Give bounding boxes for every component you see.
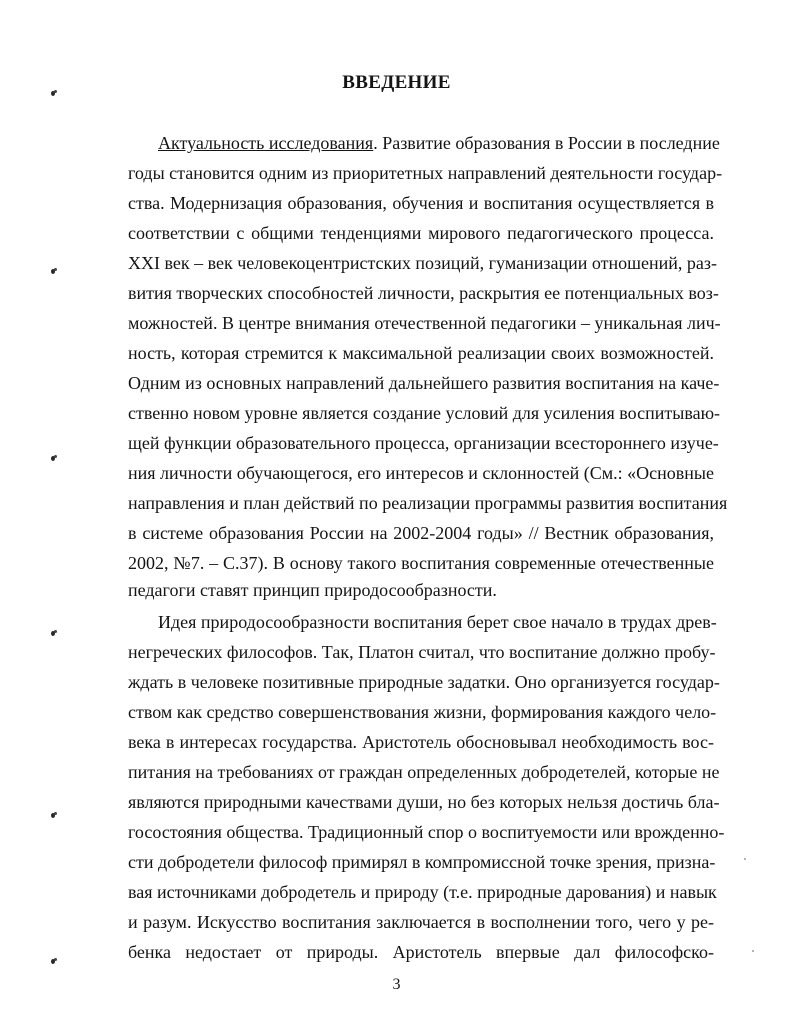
text-line: направления и план действий по реализации программы развития воспитания bbox=[128, 493, 728, 513]
text-line: Идея природосообразности воспитания берет свое начало в трудах древ- bbox=[158, 612, 717, 632]
scan-speck bbox=[744, 858, 746, 860]
text-line: ния личности обучающегося, его интересов и склонностей (См.: «Основные bbox=[128, 463, 714, 483]
text-line: госостояния общества. Традиционный спор о воспитуемости или врожденно- bbox=[128, 822, 725, 842]
text-line: бенка недостает от природы. Аристотель впервые дал философско- bbox=[128, 942, 714, 962]
text-line: и разум. Искусство воспитания заключается в восполнении того, чего у ре- bbox=[128, 912, 714, 932]
text-line: в системе образования России на 2002-2004 годы» // Вестник образования, bbox=[128, 523, 714, 543]
text-line: 2002, №7. – С.37). В основу такого воспитания современные отечественные bbox=[128, 553, 714, 573]
text-line: века в интересах государства. Аристотель обосновывал необходимость вос- bbox=[128, 732, 714, 752]
page-number: 3 bbox=[392, 976, 401, 993]
section-lead-term: Актуальность исследования bbox=[158, 133, 374, 153]
text-line: годы становится одним из приоритетных направлений деятельности государ- bbox=[128, 163, 723, 183]
binding-hole-mark bbox=[50, 455, 58, 463]
text-line: негреческих философов. Так, Платон считал, что воспитание должно пробу- bbox=[128, 642, 716, 662]
text-line: сти добродетели философ примирял в компромиссной точке зрения, призна- bbox=[128, 852, 716, 872]
text-line: ства. Модернизация образования, обучения и воспитания осуществляется в bbox=[128, 193, 714, 213]
text-line: ность, которая стремится к максимальной реализации своих возможностей. bbox=[128, 343, 714, 363]
text-line: Одним из основных направлений дальнейшего развития воспитания на каче- bbox=[128, 373, 720, 393]
text-line: вая источниками добродетель и природу (т.е. природные дарования) и навык bbox=[128, 882, 717, 902]
binding-hole-mark bbox=[50, 958, 58, 966]
binding-hole-mark bbox=[50, 812, 58, 820]
binding-hole-mark bbox=[50, 268, 58, 276]
text-line: педагоги ставят принцип природосообразности. bbox=[128, 580, 497, 600]
scan-speck bbox=[752, 950, 754, 952]
text-line: можностей. В центре внимания отечественной педагогики – уникальная лич- bbox=[128, 313, 721, 333]
binding-hole-mark bbox=[50, 90, 58, 98]
text-line: ственно новом уровне является создание условий для усиления воспитываю- bbox=[128, 403, 721, 423]
text-line: питания на требованиях от граждан определенных добродетелей, которые не bbox=[128, 762, 720, 782]
text-line: соответствии с общими тенденциями мирового педагогического процесса. bbox=[128, 223, 714, 243]
text-line-content: . Развитие образования в России в последние bbox=[373, 133, 720, 153]
text-line: вития творческих способностей личности, раскрытия ее потенциальных воз- bbox=[128, 283, 719, 303]
text-line: являются природными качествами души, но без которых нельзя достичь бла- bbox=[128, 792, 720, 812]
chapter-title: ВВЕДЕНИЕ bbox=[342, 72, 451, 93]
text-line: ством как средство совершенствования жизни, формирования каждого чело- bbox=[128, 702, 717, 722]
text-line: XXI век – век человекоцентристских позиций, гуманизации отношений, раз- bbox=[128, 253, 717, 273]
text-line: щей функции образовательного процесса, организации всестороннего изуче- bbox=[128, 433, 719, 453]
text-line bbox=[158, 133, 720, 153]
text-line: ждать в человеке позитивные природные задатки. Оно организуется государ- bbox=[128, 672, 720, 692]
binding-hole-mark bbox=[50, 630, 58, 638]
